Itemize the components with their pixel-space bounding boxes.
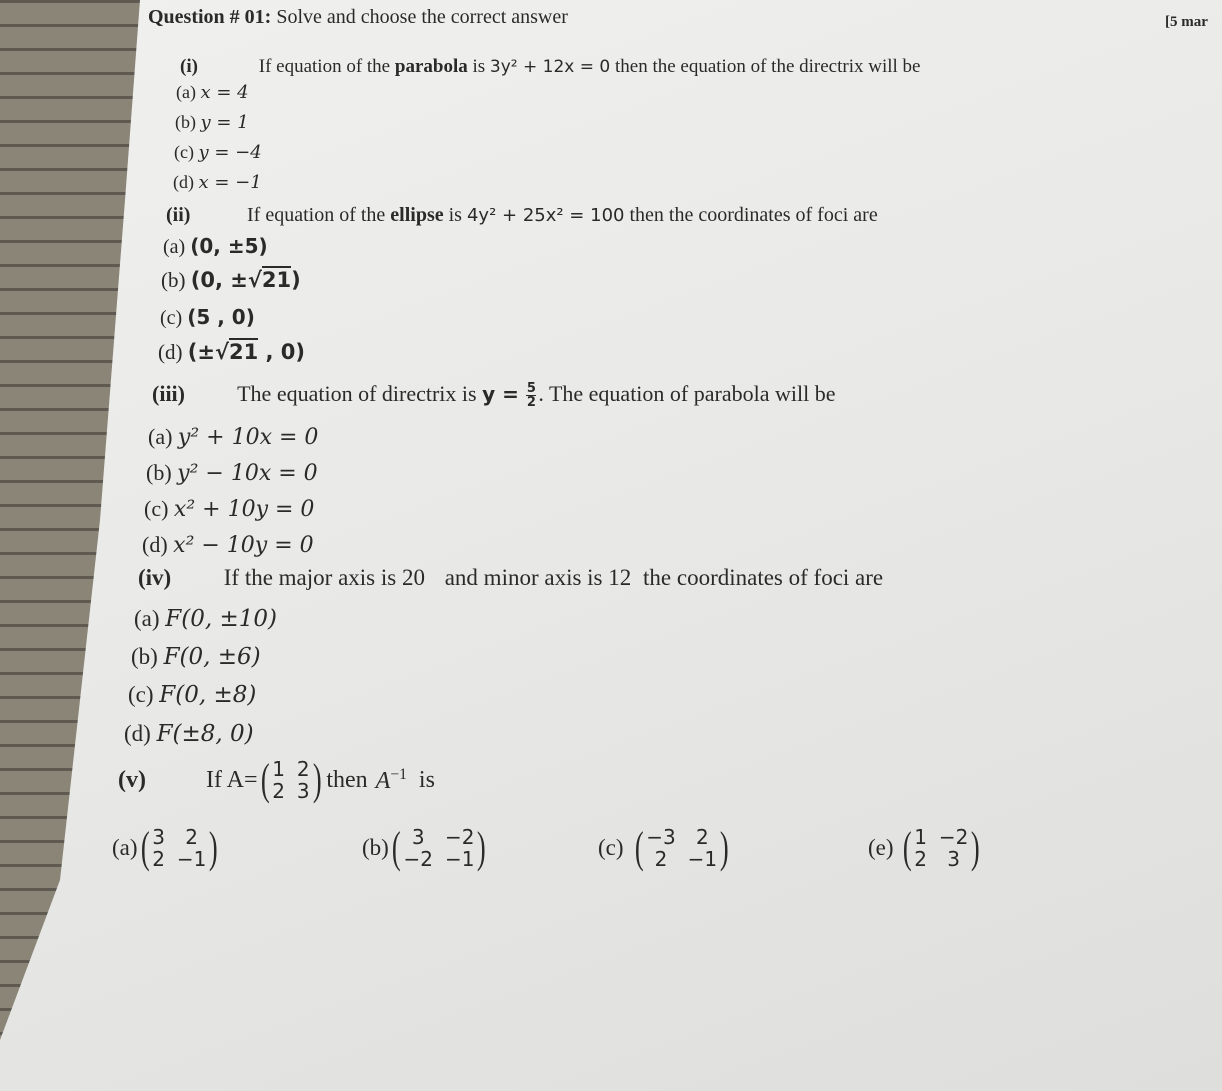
- option-value: (5 , 0): [187, 305, 255, 329]
- option-matrix: [632, 823, 732, 872]
- fraction-denominator: 2: [526, 395, 536, 411]
- question-text: If the major axis is 20: [223, 565, 425, 590]
- fraction-numerator: 5: [526, 381, 536, 397]
- question-keyword: ellipse: [390, 204, 444, 226]
- option-value: (0, ±5): [190, 234, 268, 258]
- question-4: [138, 565, 883, 591]
- matrix-cell: −2: [938, 825, 969, 849]
- marks-label: [5 mar: [1165, 14, 1208, 30]
- option-matrix: [389, 823, 489, 872]
- option-label: (a): [176, 82, 196, 102]
- question-text: then: [326, 766, 368, 793]
- option-value: y² + 10x = 0: [177, 425, 319, 450]
- question-text: If A=: [206, 766, 258, 793]
- option-4c[interactable]: [128, 682, 256, 708]
- option-value: x = −1: [198, 172, 262, 193]
- question-text: then the coordinates of foci are: [629, 204, 878, 226]
- option-label: (a): [134, 606, 160, 631]
- option-label: (b): [146, 460, 172, 485]
- option-value: (±√: [187, 340, 229, 364]
- inverse-exponent: −1: [390, 765, 407, 783]
- question-label: Question # 01:: [148, 6, 272, 28]
- right-paren: ): [971, 823, 981, 872]
- option-label: (c): [598, 835, 624, 860]
- matrix-grid: [914, 826, 968, 870]
- option-2c[interactable]: [160, 305, 255, 330]
- question-text: and minor axis is 12: [444, 565, 632, 590]
- matrix-cell: 2: [654, 847, 668, 871]
- option-label: (c): [144, 496, 169, 521]
- question-equation: 3y² + 12x = 0: [489, 57, 611, 77]
- option-2d[interactable]: [158, 340, 305, 365]
- option-value: y = 1: [200, 112, 249, 133]
- question-equation: 4y² + 25x² = 100: [466, 205, 625, 226]
- left-paren: (: [634, 823, 644, 872]
- option-label: (b): [175, 112, 196, 132]
- matrix-a: [258, 755, 325, 804]
- option-1d[interactable]: [173, 172, 262, 193]
- matrix-grid: [646, 826, 717, 870]
- matrix-cell: −2: [444, 825, 475, 849]
- option-label: (b): [362, 835, 389, 860]
- option-matrix: [138, 823, 222, 872]
- question-5: [118, 755, 435, 804]
- option-value: F(0, ±8): [159, 682, 257, 708]
- matrix-cell: 3: [947, 847, 961, 871]
- question-text: The equation of directrix is: [237, 381, 477, 406]
- option-label: (a): [112, 835, 138, 860]
- option-5a[interactable]: [112, 823, 221, 872]
- question-text: . The equation of parabola will be: [538, 381, 836, 406]
- matrix-cell: −2: [403, 847, 433, 871]
- question-text: is: [448, 204, 462, 226]
- question-instruction: Solve and choose the correct answer: [276, 6, 568, 28]
- question-equation: y =: [482, 382, 519, 406]
- left-paren: (: [140, 823, 150, 872]
- question-1: [180, 56, 920, 78]
- option-value: x² + 10y = 0: [173, 497, 315, 522]
- option-5b[interactable]: [362, 823, 489, 872]
- left-paren: (: [902, 823, 912, 872]
- option-label: (c): [160, 307, 183, 329]
- option-value: ): [291, 268, 301, 292]
- matrix-cell: −1: [687, 847, 718, 871]
- matrix-cell: −1: [444, 847, 475, 871]
- option-label: (d): [124, 721, 151, 746]
- option-value: y = −4: [198, 142, 262, 163]
- option-radicand: 21: [228, 340, 259, 364]
- option-5c[interactable]: [598, 823, 732, 872]
- option-label: (c): [128, 682, 154, 707]
- matrix-cell: 2: [696, 825, 709, 849]
- option-3d[interactable]: [142, 532, 314, 558]
- left-paren: (: [260, 755, 270, 804]
- option-label: (e): [868, 835, 894, 860]
- option-3c[interactable]: [144, 496, 314, 522]
- directrix-fraction: [526, 382, 536, 409]
- question-2: [166, 204, 878, 227]
- option-label: (d): [158, 340, 183, 364]
- matrix-cell: 2: [296, 757, 310, 781]
- option-value: (0, ±√: [190, 268, 262, 292]
- question-number: (ii): [166, 204, 191, 226]
- option-1a[interactable]: [176, 82, 249, 103]
- matrix-grid: [152, 826, 206, 870]
- question-header: [148, 6, 568, 29]
- option-label: (a): [163, 236, 186, 258]
- right-paren: ): [477, 823, 487, 872]
- question-text: If equation of the: [247, 204, 386, 226]
- question-text: is: [418, 766, 435, 793]
- option-4b[interactable]: [131, 644, 261, 670]
- matrix-cell: 1: [914, 825, 927, 849]
- option-3b[interactable]: [146, 460, 318, 486]
- option-label: (b): [131, 644, 158, 669]
- matrix-cell: 2: [185, 825, 199, 849]
- option-label: (a): [148, 424, 173, 449]
- question-number: (i): [180, 56, 198, 77]
- option-label: (d): [173, 172, 194, 192]
- option-3a[interactable]: [148, 424, 318, 450]
- option-value: , 0): [258, 340, 305, 364]
- option-value: F(±8, 0): [156, 721, 254, 747]
- right-paren: ): [720, 823, 729, 872]
- option-4a[interactable]: [134, 606, 277, 632]
- question-text: is: [472, 56, 486, 77]
- question-3: [152, 381, 835, 409]
- option-1c[interactable]: [174, 142, 262, 163]
- option-2a[interactable]: [163, 234, 268, 259]
- option-label: (d): [142, 532, 168, 557]
- matrix-cell: 3: [152, 825, 165, 849]
- option-label: (c): [174, 142, 194, 162]
- matrix-cell: 1: [272, 757, 285, 781]
- question-number: (v): [118, 766, 146, 793]
- option-value: y² − 10x = 0: [177, 461, 318, 486]
- option-value: x = 4: [200, 82, 249, 103]
- matrix-cell: −1: [176, 847, 207, 871]
- question-keyword: parabola: [394, 56, 468, 77]
- matrix-cell: 3: [411, 825, 425, 849]
- question-text: If equation of the: [258, 56, 391, 77]
- option-1b[interactable]: [175, 112, 249, 133]
- right-paren: ): [209, 823, 219, 872]
- matrix-grid: [272, 758, 309, 802]
- option-radicand: 21: [261, 268, 292, 292]
- right-paren: ): [312, 755, 322, 804]
- option-2b[interactable]: [161, 268, 301, 293]
- matrix-cell: 3: [296, 779, 310, 803]
- option-label: (b): [161, 268, 186, 292]
- matrix-cell: −3: [646, 825, 676, 849]
- question-number: (iv): [138, 565, 172, 590]
- option-value: F(0, ±10): [165, 606, 277, 632]
- matrix-symbol: A: [375, 767, 391, 794]
- matrix-cell: 2: [272, 779, 285, 803]
- matrix-grid: [403, 826, 474, 870]
- question-text: the coordinates of foci are: [643, 565, 884, 590]
- left-paren: (: [391, 823, 401, 872]
- matrix-cell: 2: [914, 847, 927, 871]
- option-5e[interactable]: [868, 823, 983, 872]
- option-matrix: [900, 823, 984, 872]
- option-4d[interactable]: [124, 721, 254, 747]
- question-text: then the equation of the directrix will be: [614, 56, 921, 77]
- option-value: F(0, ±6): [163, 644, 261, 670]
- question-number: (iii): [152, 381, 185, 406]
- option-value: x² − 10y = 0: [173, 533, 314, 558]
- matrix-cell: 2: [152, 847, 165, 871]
